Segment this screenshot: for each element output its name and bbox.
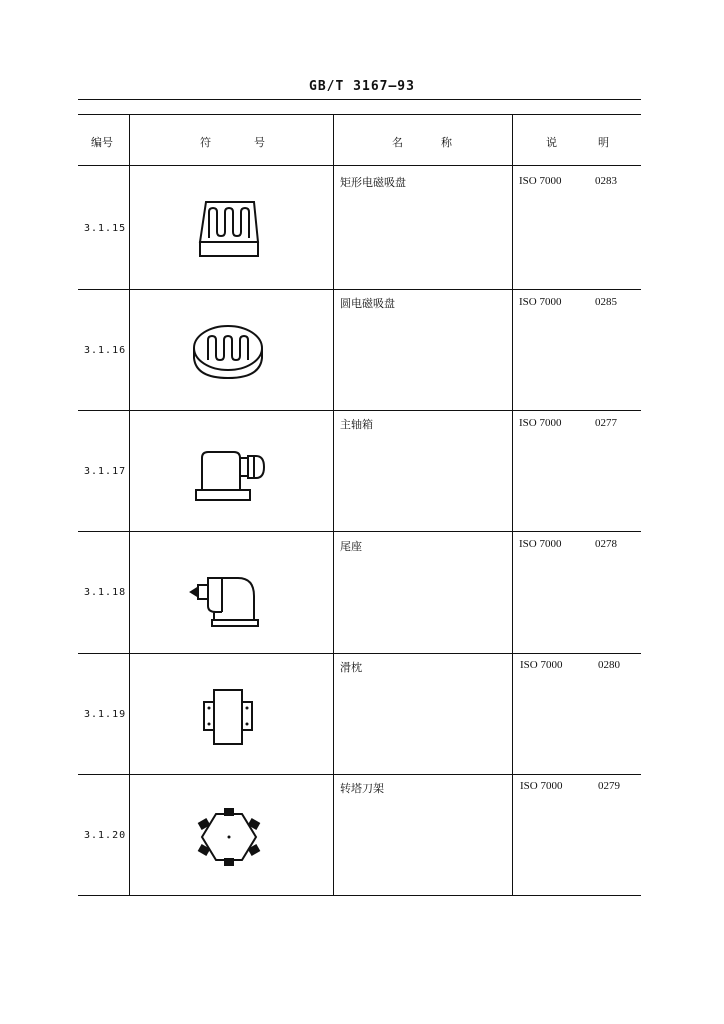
turret-tool-post-icon xyxy=(196,806,262,868)
top-rule xyxy=(78,99,641,100)
row-iso-code: 0285 xyxy=(595,296,617,308)
row-border xyxy=(78,774,641,775)
column-header-name-part2: 称 xyxy=(441,136,452,149)
row-name: 矩形电磁吸盘 xyxy=(340,176,406,189)
row-iso-code: 0278 xyxy=(595,538,617,550)
round-magnetic-chuck-icon xyxy=(190,320,266,382)
row-iso-standard: ISO 7000 xyxy=(519,175,562,187)
row-number: 3.1.16 xyxy=(84,345,127,356)
column-divider xyxy=(512,114,513,896)
row-number: 3.1.19 xyxy=(84,709,127,720)
rectangular-magnetic-chuck-icon xyxy=(196,198,262,262)
column-header-symbol-part1: 符 xyxy=(200,136,211,149)
table-bottom-border xyxy=(78,895,641,896)
row-border xyxy=(78,289,641,290)
row-iso-standard: ISO 7000 xyxy=(519,538,562,550)
row-iso-code: 0277 xyxy=(595,417,617,429)
row-iso-code: 0283 xyxy=(595,175,617,187)
column-header-note-part2: 明 xyxy=(598,136,609,149)
headstock-icon xyxy=(192,448,268,504)
ram-icon xyxy=(198,686,258,748)
page-header-title: GB/T 3167—93 xyxy=(309,79,415,94)
row-border xyxy=(78,410,641,411)
row-border xyxy=(78,531,641,532)
row-number: 3.1.15 xyxy=(84,223,127,234)
row-iso-standard: ISO 7000 xyxy=(520,659,563,671)
row-iso-code: 0280 xyxy=(598,659,620,671)
column-header-name-part1: 名 xyxy=(392,136,403,149)
row-name: 滑枕 xyxy=(340,661,362,674)
header-bottom-border xyxy=(78,165,641,166)
tailstock-icon xyxy=(188,570,264,630)
row-number: 3.1.17 xyxy=(84,466,127,477)
row-name: 圆电磁吸盘 xyxy=(340,297,395,310)
column-header-number: 编号 xyxy=(91,136,113,149)
row-number: 3.1.18 xyxy=(84,587,127,598)
row-name: 主轴箱 xyxy=(340,418,373,431)
row-name: 尾座 xyxy=(340,540,362,553)
table-top-border xyxy=(78,114,641,115)
row-iso-standard: ISO 7000 xyxy=(519,296,562,308)
column-header-note-part1: 说 xyxy=(546,136,557,149)
row-iso-standard: ISO 7000 xyxy=(519,417,562,429)
column-divider xyxy=(129,114,130,896)
row-number: 3.1.20 xyxy=(84,830,127,841)
row-name: 转塔刀架 xyxy=(340,782,384,795)
row-iso-standard: ISO 7000 xyxy=(520,780,563,792)
row-border xyxy=(78,653,641,654)
row-iso-code: 0279 xyxy=(598,780,620,792)
column-header-symbol-part2: 号 xyxy=(254,136,265,149)
column-divider xyxy=(333,114,334,896)
